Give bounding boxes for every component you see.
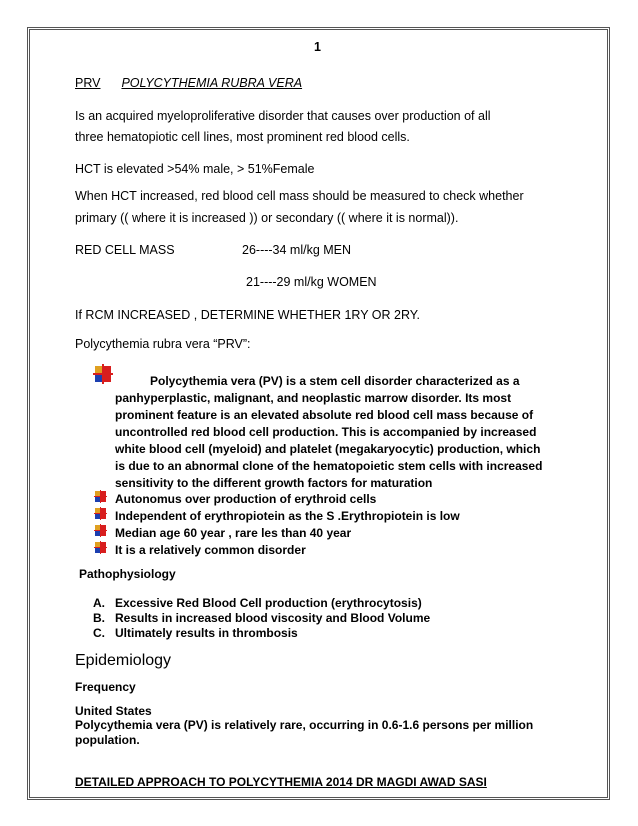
red-cell-mass-women: 21----29 ml/kg WOMEN (246, 275, 377, 289)
bullet-icon (94, 524, 107, 537)
patho-marker: B. (93, 611, 105, 625)
intro-line-2: three hematopiotic cell lines, most prominent red blood cells. (75, 130, 410, 144)
epidemiology-title: Epidemiology (75, 652, 172, 669)
bullet-icon (94, 541, 107, 554)
pv-line-3: prominent feature is an elevated absolute red blood cell mass because of (115, 408, 534, 422)
red-cell-mass-men: 26----34 ml/kg MEN (242, 243, 352, 257)
patho-item: Ultimately results in thrombosis (115, 626, 298, 640)
patho-marker: C. (93, 626, 105, 640)
intro-line-1: Is an acquired myeloproliferative disorder that causes over production of all (75, 109, 491, 123)
bullet-icon (94, 507, 107, 520)
pinwheel-icon (93, 364, 113, 384)
pv-line-7: sensitivity to the different growth factors for maturation (115, 476, 433, 490)
rcm-increased-text: If RCM INCREASED , DETERMINE WHETHER 1RY OR 2RY. (75, 308, 420, 322)
bullet-item: Independent of erythropiotein as the S .Erythropiotein is low (115, 509, 460, 523)
pv-line-6: is due to an abnormal clone of the hematopoietic stem cells with increased (115, 459, 543, 473)
region-label: United States (75, 704, 152, 718)
pv-line-5: white blood cell (myeloid) and platelet (megakaryocytic) production, which (115, 442, 541, 456)
rcm-line-2: primary (( where it is increased )) or secondary (( where it is normal)). (75, 211, 459, 225)
document-heading (75, 76, 302, 90)
heading-abbr: PRV (75, 76, 101, 90)
pv-line-2: panhyperplastic, malignant, and neoplastic marrow disorder. Its most (115, 391, 512, 405)
pv-line-4: uncontrolled red blood cell production. This is accompanied by increased (115, 425, 537, 439)
pv-line-1: Polycythemia vera (PV) is a stem cell disorder characterized as a (150, 374, 520, 388)
frequency-label: Frequency (75, 680, 136, 694)
prv-heading: Polycythemia rubra vera “PRV”: (75, 337, 251, 351)
red-cell-mass-label: RED CELL MASS (75, 243, 175, 257)
page-number: 1 (314, 40, 321, 54)
page-footer: DETAILED APPROACH TO POLYCYTHEMIA 2014 DR MAGDI AWAD SASI (75, 775, 487, 789)
epidemiology-line-2: population. (75, 733, 140, 747)
rcm-line-1: When HCT increased, red blood cell mass should be measured to check whether (75, 189, 524, 203)
patho-item: Results in increased blood viscosity and Blood Volume (115, 611, 431, 625)
bullet-item: Median age 60 year , rare les than 40 year (115, 526, 352, 540)
bullet-item: Autonomus over production of erythroid cells (115, 492, 377, 506)
hct-text: HCT is elevated >54% male, > 51%Female (75, 162, 315, 176)
bullet-item: It is a relatively common disorder (115, 543, 306, 557)
heading-title: POLYCYTHEMIA RUBRA VERA (121, 76, 303, 90)
bullet-icon (94, 490, 107, 503)
patho-marker: A. (93, 596, 105, 610)
pathophysiology-title: Pathophysiology (79, 567, 176, 581)
patho-item: Excessive Red Blood Cell production (erythrocytosis) (115, 596, 422, 610)
epidemiology-line-1: Polycythemia vera (PV) is relatively rare, occurring in 0.6-1.6 persons per million (75, 718, 534, 732)
